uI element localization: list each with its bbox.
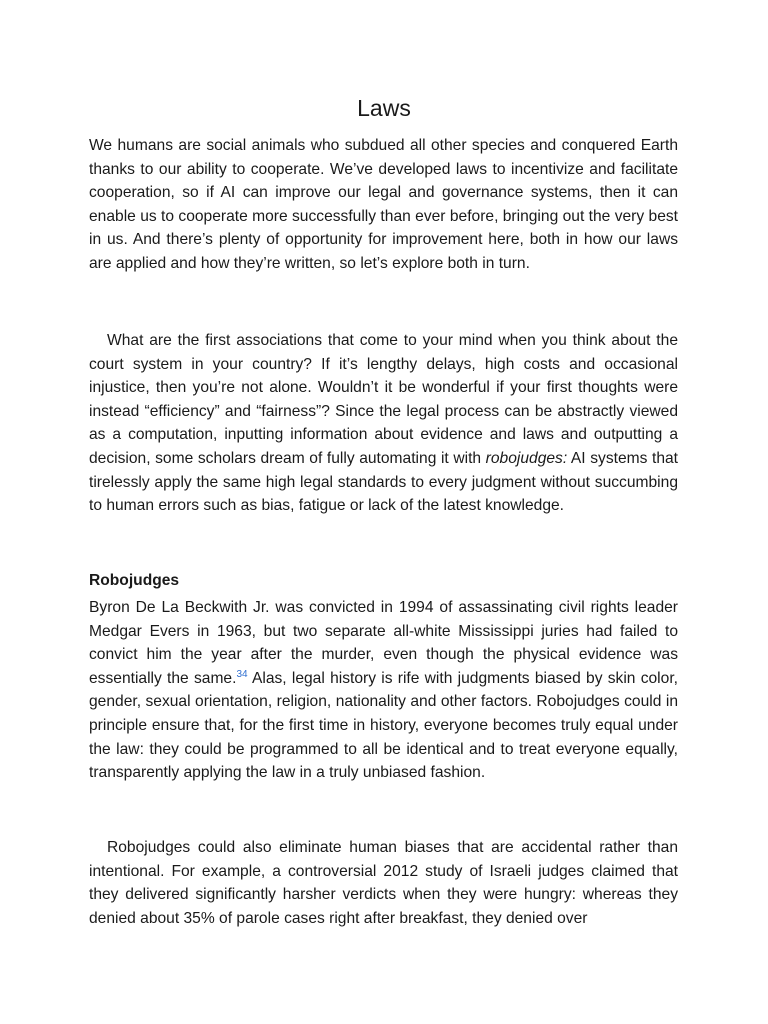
robojudges-term: robojudges: bbox=[485, 449, 568, 467]
section-heading-robojudges: Robojudges bbox=[89, 572, 180, 589]
court-system-text-end: AI systems that tirelessly apply the same high legal standards to every judgment without succumbing to human errors such as bias, fatigue or lack of the latest knowledge. bbox=[89, 449, 679, 515]
accidental-bias-paragraph: Robojudges could also eliminate human biases that are accidental rather than intentional. For example, a controversial 2012 study of Israeli judges claimed that they delivered significantly harsher verdicts when they were hungry: whereas they denied about 35% of parole cases right after breakfast, they denied over bbox=[89, 839, 678, 927]
beckwith-paragraph bbox=[89, 596, 678, 785]
footnote-reference[interactable]: 34 bbox=[236, 668, 248, 680]
beckwith-text-start: Byron De La Beckwith Jr. was convicted in 1994 of assassinating civil rights leader Medgar Evers in 1963, but two separate all-white Mississippi juries had failed to convict him the year after the murder, even though the physical evidence was essentially the same. bbox=[89, 599, 678, 687]
court-system-text-start: What are the first associations that come to your mind when you think about the court system in your country? If it’s lengthy delays, high costs and occasional injustice, then you’re not alone. Wouldn’t it be wonderful if your first thoughts were instead “efficiency” and “fairness”? Since the legal process can be abstractly viewed as a computation, inputting information about evidence and laws and outputting a decision, some scholars dream of fully automating it with bbox=[89, 332, 678, 467]
page-title: Laws bbox=[357, 95, 411, 121]
intro-paragraph: We humans are social animals who subdued all other species and conquered Earth thanks to our ability to cooperate. We’ve developed laws to incentivize and facilitate cooperation, so if AI can improve our legal and governance systems, then it can enable us to cooperate more successfully than ever before, bringing out the very best in us. And there’s plenty of opportunity for improvement here, both in how our laws are applied and how they’re written, so let’s explore both in turn. bbox=[89, 137, 678, 272]
beckwith-text-end: Alas, legal history is rife with judgments biased by skin color, gender, sexual orientation, religion, nationality and other factors. Robojudges could in principle ensure that, for the first time in history, everyone becomes truly equal under the law: they could be programmed to all be identical and to treat everyone equally, transparently applying the law in a truly unbiased fashion. bbox=[89, 669, 678, 782]
court-system-paragraph bbox=[89, 329, 678, 518]
